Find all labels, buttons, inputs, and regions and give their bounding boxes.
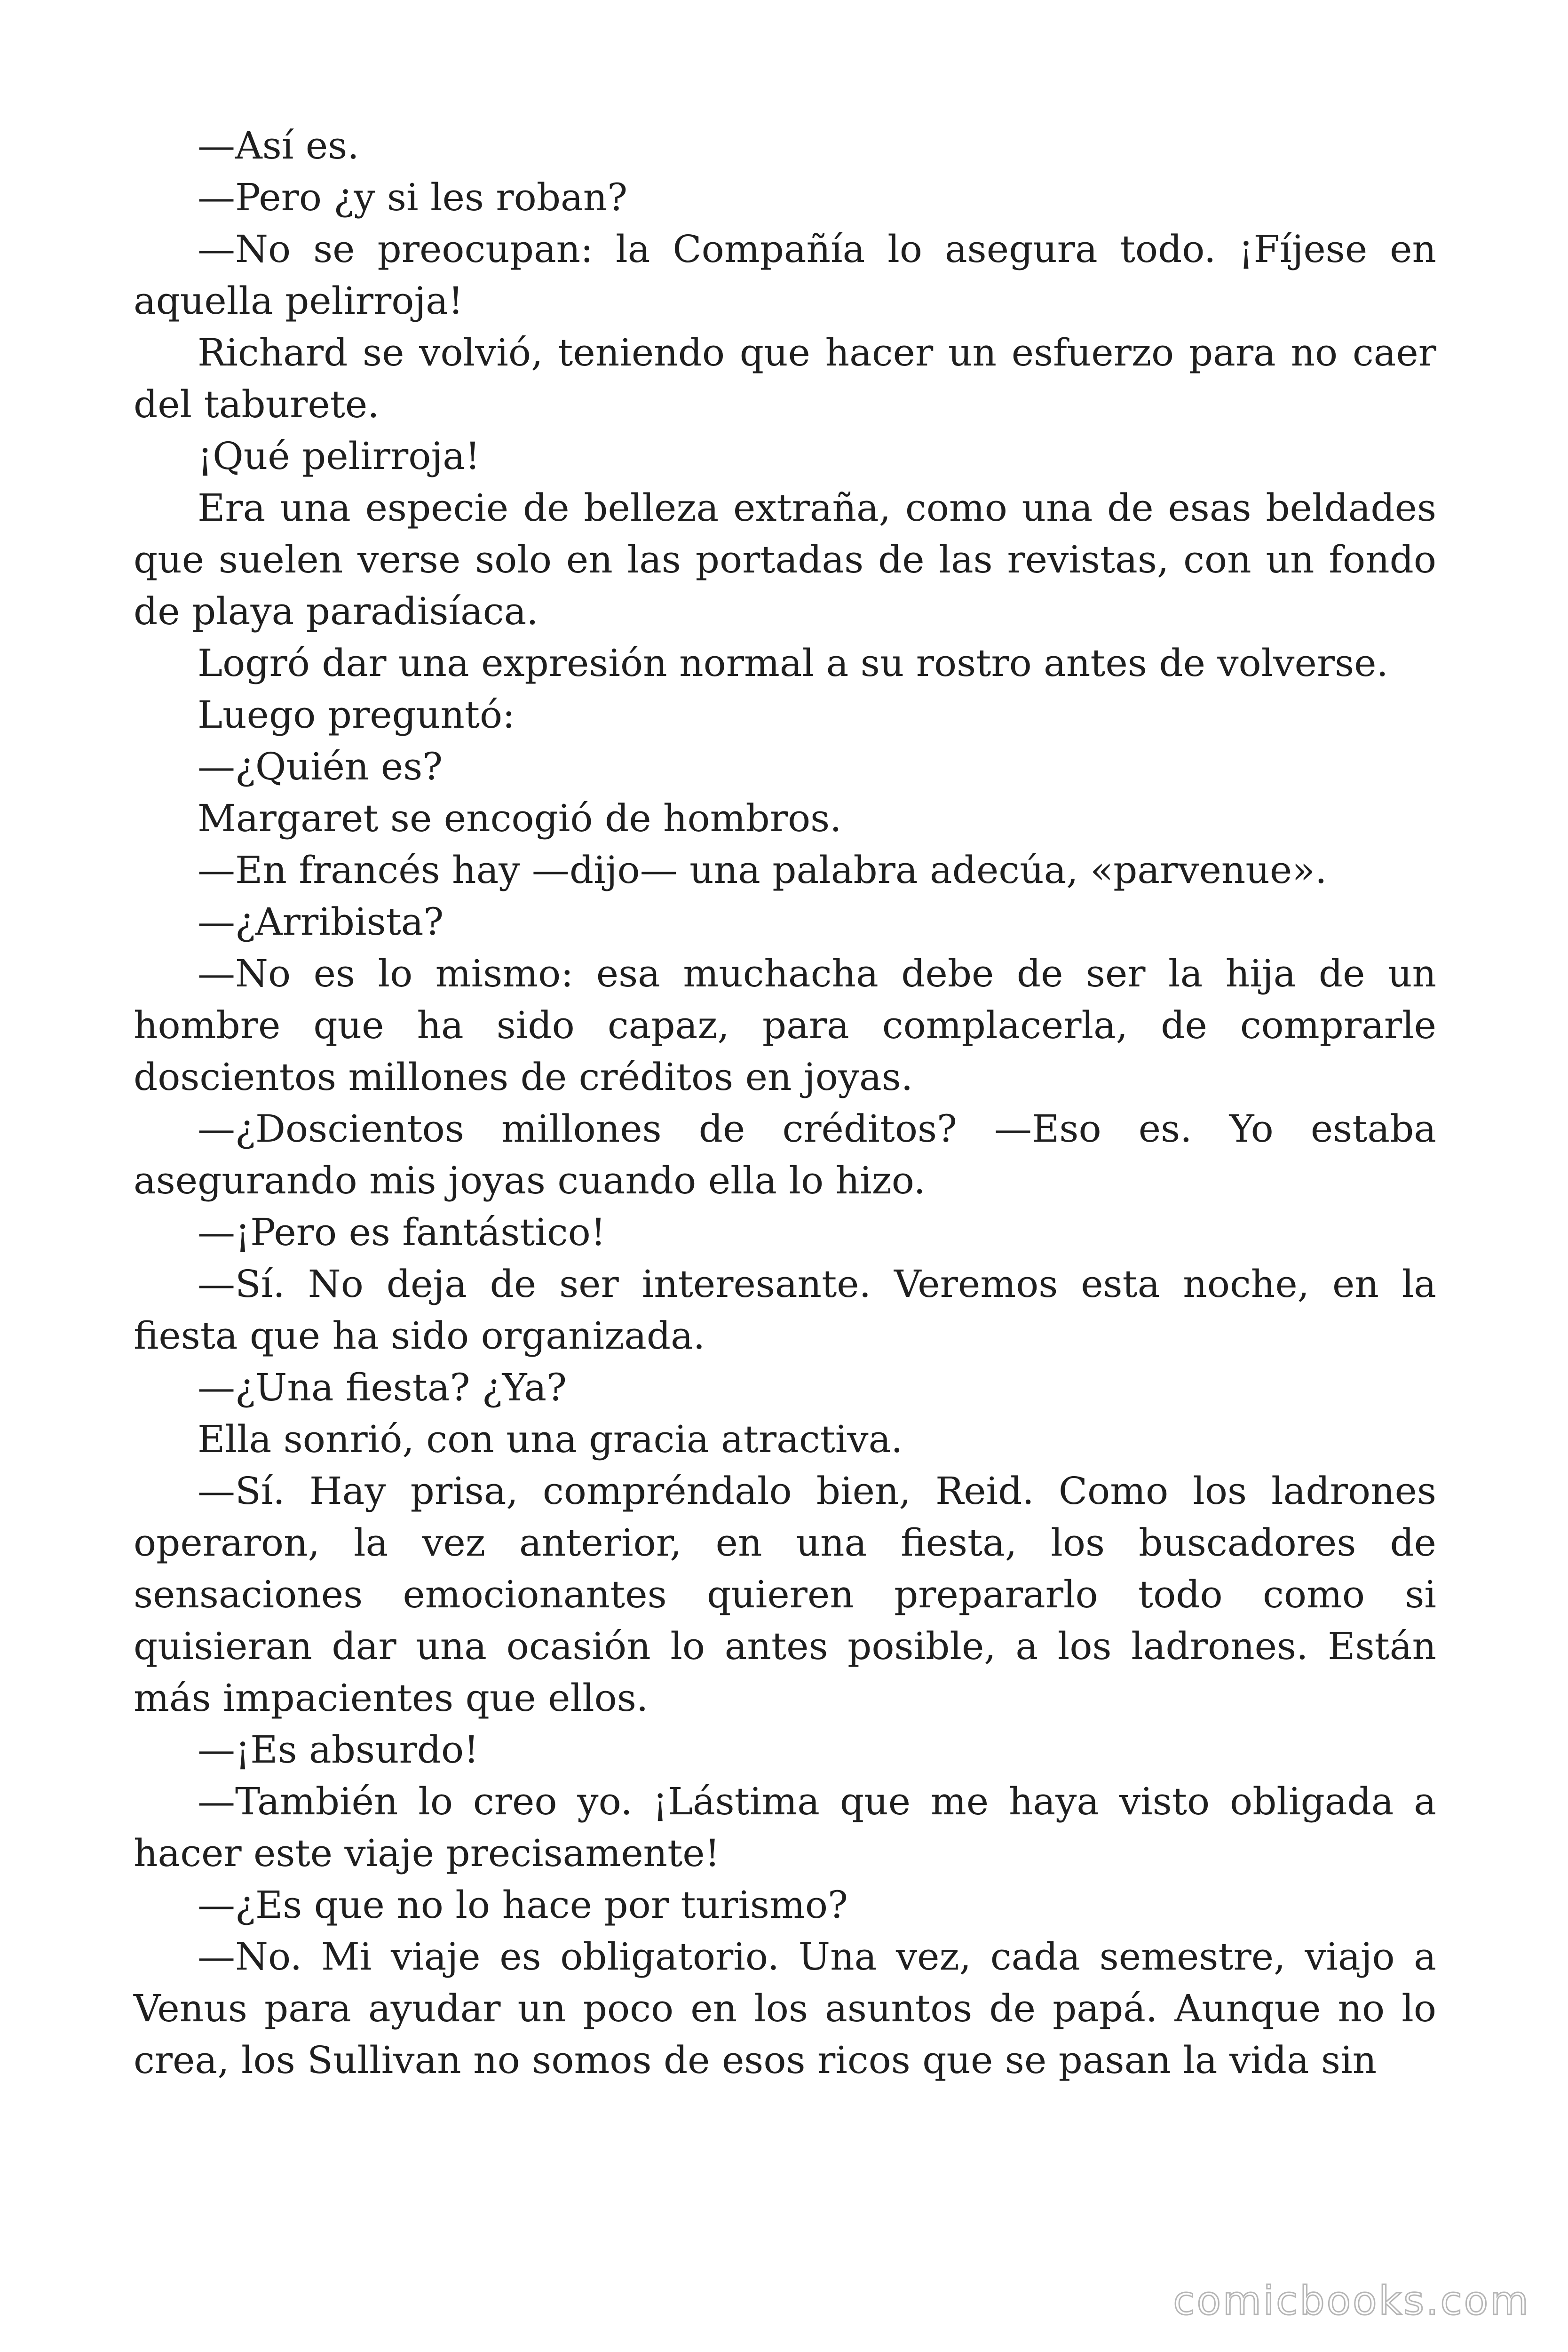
paragraph: Logró dar una expresión normal a su rostro antes de volverse.: [198, 641, 1388, 685]
paragraph: Era una especie de belleza extraña, como una de esas beldades que suelen verse solo en las portadas de las revistas, con un fondo de playa paradisíaca.: [134, 486, 1436, 633]
paragraph: Luego preguntó:: [198, 693, 515, 737]
paragraph: Richard se volvió, teniendo que hacer un esfuerzo para no caer del taburete.: [134, 331, 1436, 426]
paragraph: Ella sonrió, con una gracia atractiva.: [198, 1417, 903, 1461]
watermark: comicbooks.com: [1173, 2278, 1530, 2324]
paragraph: —Sí. Hay prisa, compréndalo bien, Reid. Como los ladrones operaron, la vez anterior, en una fiesta, los buscadores de sensaciones emocionantes quieren prepararlo todo como si quisieran dar una ocasión lo antes posible, a los ladrones. Están más impacientes que ellos.: [134, 1469, 1436, 1720]
paragraph: —También lo creo yo. ¡Lástima que me haya visto obligada a hacer este viaje precisamente!: [134, 1780, 1436, 1875]
paragraph: —Pero ¿y si les roban?: [198, 175, 628, 219]
paragraph: —¿Es que no lo hace por turismo?: [198, 1883, 848, 1927]
paragraph: —¿Doscientos millones de créditos? —Eso es. Yo estaba asegurando mis joyas cuando ella lo hizo.: [134, 1107, 1436, 1202]
paragraph: Margaret se encogió de hombros.: [198, 796, 842, 840]
paragraph: —Así es.: [198, 124, 359, 167]
paragraph: —¡Pero es fantástico!: [198, 1210, 606, 1254]
paragraph: —No. Mi viaje es obligatorio. Una vez, cada semestre, viajo a Venus para ayudar un poco en los asuntos de papá. Aunque no lo crea, los Sullivan no somos de esos ricos que se pasan la vida sin: [134, 1935, 1436, 2082]
paragraph: —En francés hay —dijo— una palabra adecúa, «parvenue».: [198, 848, 1327, 892]
paragraph: —No es lo mismo: esa muchacha debe de ser la hija de un hombre que ha sido capaz, para complacerla, de comprarle doscientos millones de créditos en joyas.: [134, 952, 1436, 1099]
paragraph: —No se preocupan: la Compañía lo asegura todo. ¡Fíjese en aquella pelirroja!: [134, 227, 1436, 323]
paragraph: —¿Una fiesta? ¿Ya?: [198, 1366, 567, 1409]
paragraph: —¿Arribista?: [198, 900, 444, 944]
paragraph: ¡Qué pelirroja!: [198, 434, 481, 478]
paragraph: —Sí. No deja de ser interesante. Veremos esta noche, en la fiesta que ha sido organizada.: [134, 1262, 1436, 1358]
paragraph: —¡Es absurdo!: [198, 1728, 479, 1772]
body-text: [134, 120, 1436, 2086]
paragraph: —¿Quién es?: [198, 745, 443, 788]
